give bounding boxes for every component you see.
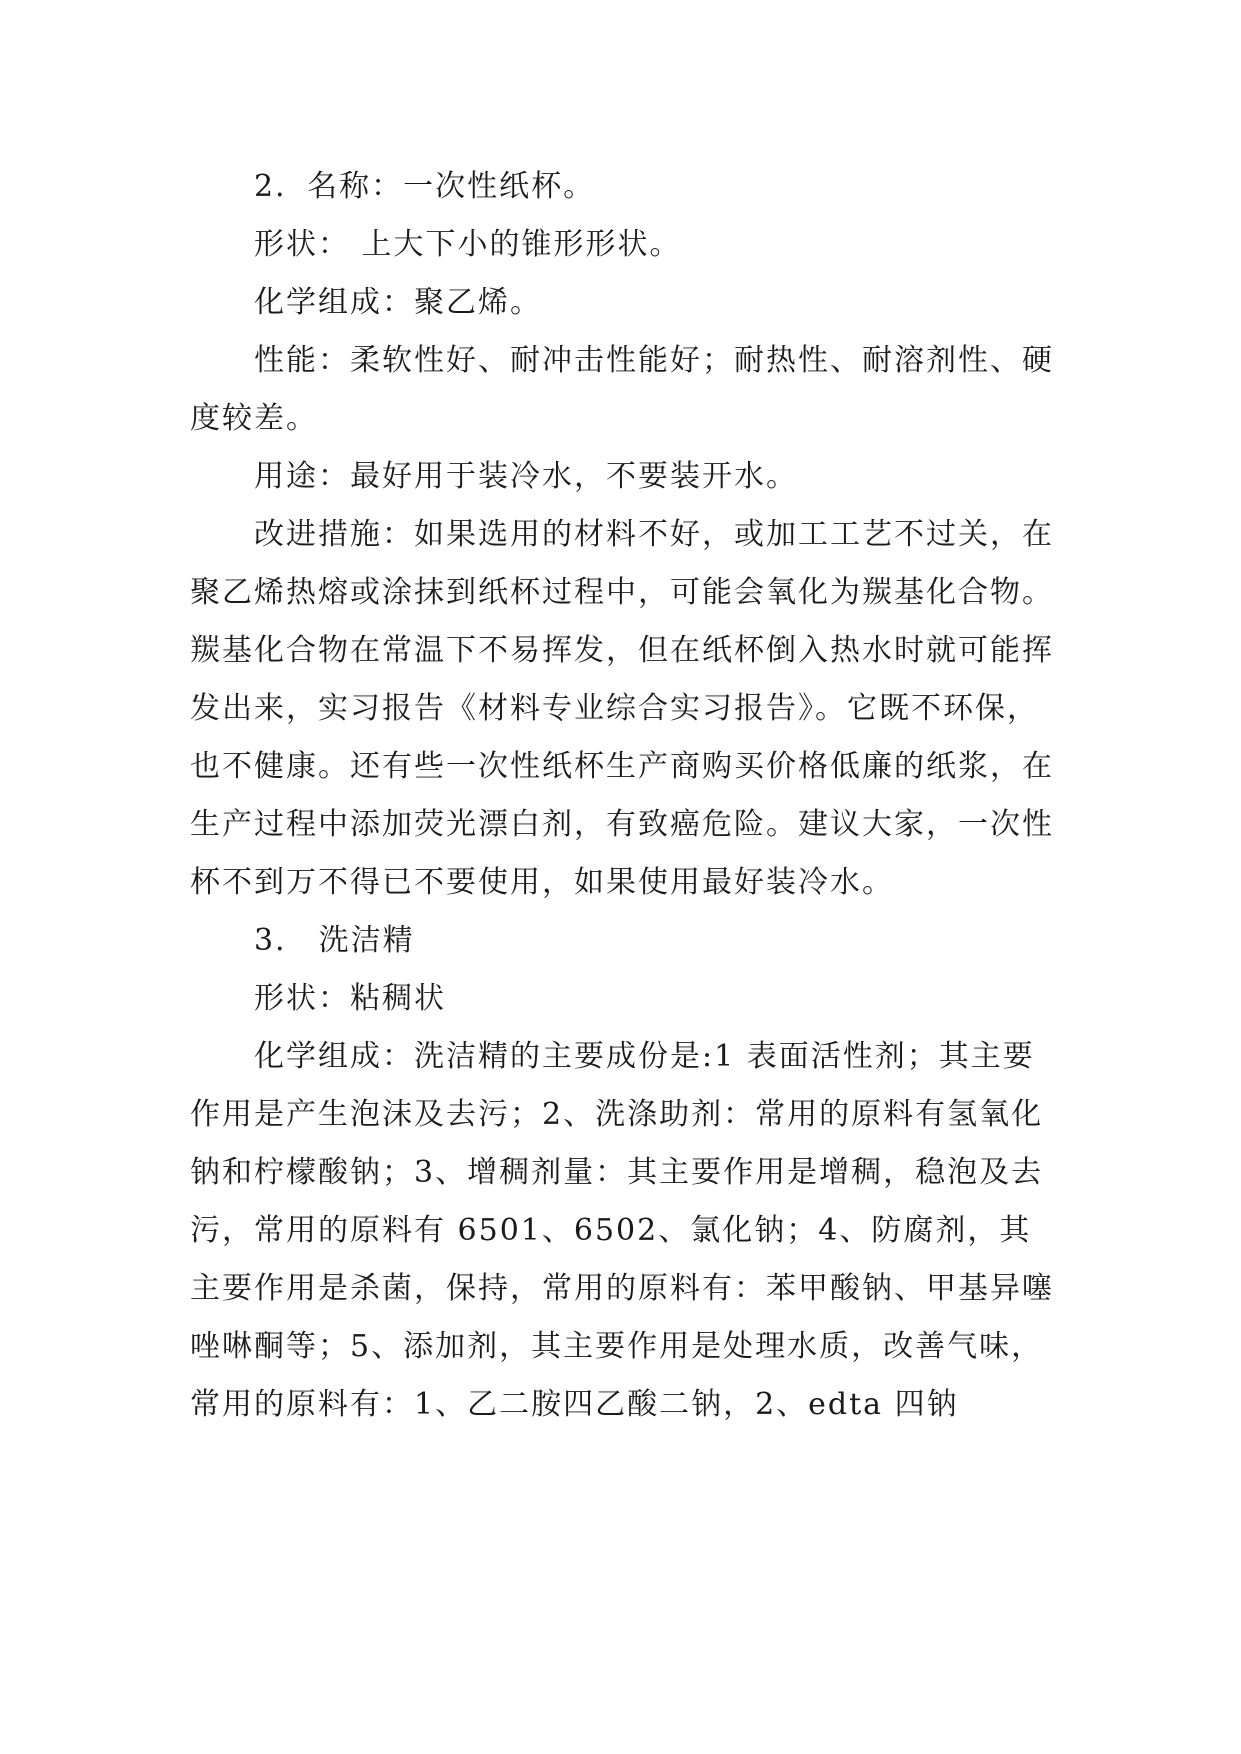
paragraph-detergent-composition: 化学组成：洗洁精的主要成份是:1 表面活性剂；其主要作用是产生泡沫及去污；2、洗涤助剂：常用的原料有氢氧化钠和柠檬酸钠；3、增稠剂量：其主要作用是增稠，稳泡及去污，常用的原料有 6501、6502、氯化钠；4、防腐剂，其主要作用是杀菌，保持，常用的原料有：苯甲酸钠、甲基异噻唑啉酮等；5、添加剂，其主要作用是处理水质，改善气味，常用的原料有：1、乙二胺四乙酸二钠，2、edta 四钠: [190, 1039, 1054, 1422]
paragraph-paper-cup-usage: 用途：最好用于装冷水，不要装开水。: [254, 459, 798, 494]
document-body: [190, 158, 1062, 1434]
paragraph-detergent-heading: 3． 洗洁精: [254, 923, 415, 958]
paragraph-paper-cup-name: 2．名称：一次性纸杯。: [254, 169, 596, 204]
paragraph-detergent-shape: 形状：粘稠状: [254, 981, 446, 1016]
paragraph-paper-cup-shape: 形状： 上大下小的锥形形状。: [254, 227, 682, 262]
paragraph-paper-cup-improvement: 改进措施：如果选用的材料不好，或加工工艺不过关，在聚乙烯热熔或涂抹到纸杯过程中，可能会氧化为羰基化合物。羰基化合物在常温下不易挥发，但在纸杯倒入热水时就可能挥发出来，实习报告《材料专业综合实习报告》。它既不环保，也不健康。还有些一次性纸杯生产商购买价格低廉的纸浆，在生产过程中添加荧光漂白剂，有致癌危险。建议大家，一次性杯不到万不得已不要使用，如果使用最好装冷水。: [190, 517, 1054, 900]
paragraph-paper-cup-composition: 化学组成：聚乙烯。: [254, 285, 542, 320]
paragraph-paper-cup-properties: 性能：柔软性好、耐冲击性能好；耐热性、耐溶剂性、硬度较差。: [190, 343, 1054, 436]
